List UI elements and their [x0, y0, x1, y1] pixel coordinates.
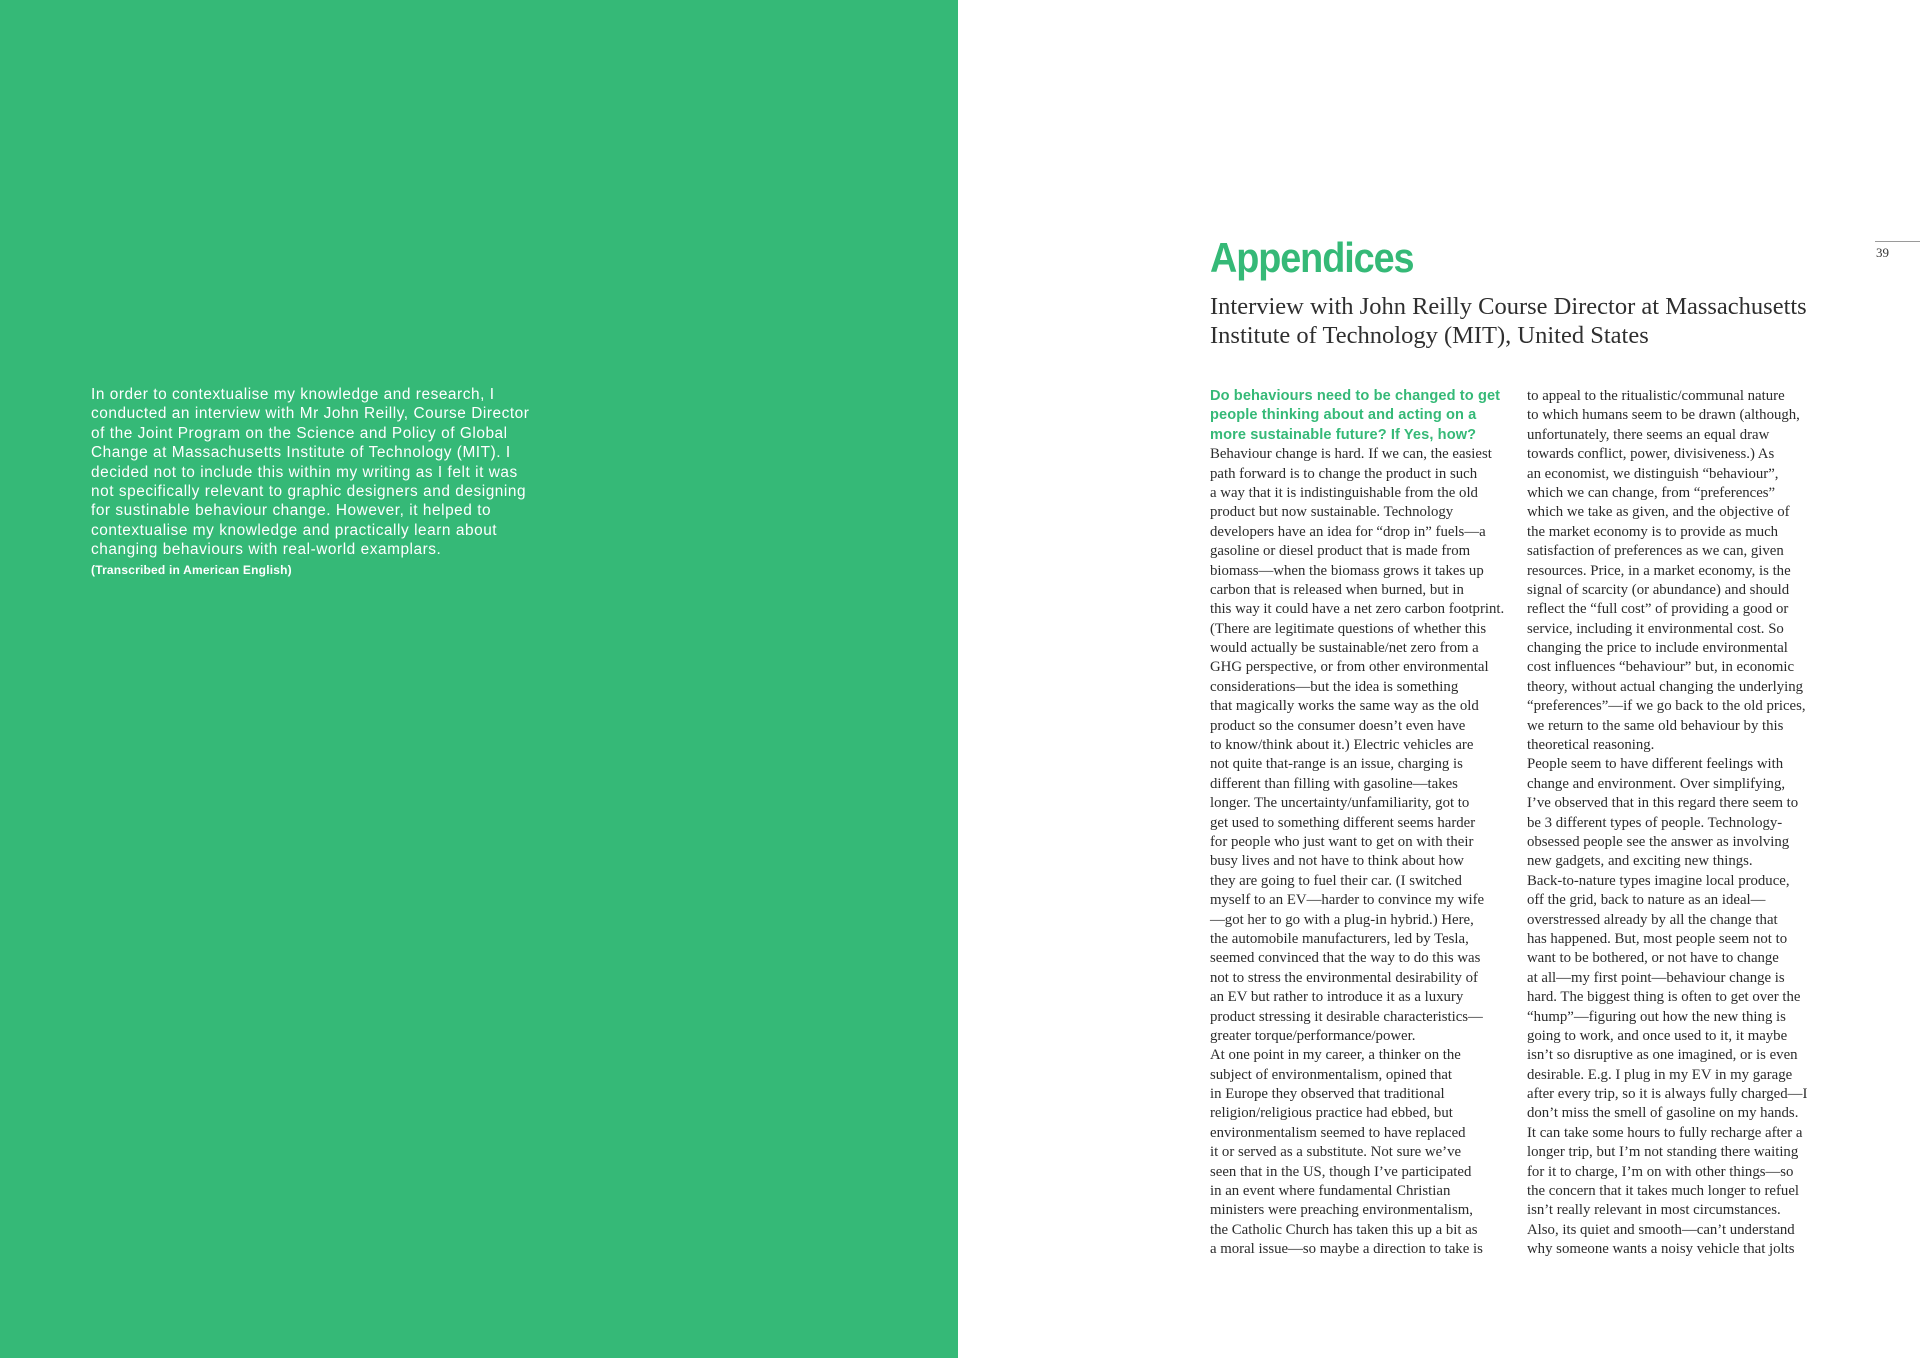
- body-line: carbon that is released when burned, but in: [1210, 581, 1464, 598]
- body-line: People seem to have different feelings with: [1527, 756, 1784, 773]
- question-line: more sustainable future? If Yes, how?: [1210, 426, 1477, 443]
- left-page-green-panel: [0, 0, 958, 1358]
- intro-line: Change at Massachusetts Institute of Technology (MIT). I: [91, 444, 511, 462]
- body-line: for it to charge, I’m on with other things—so: [1527, 1163, 1794, 1180]
- page-number: 39: [1876, 245, 1889, 260]
- body-line: a moral issue—so maybe a direction to take is: [1210, 1241, 1483, 1258]
- body-line: obsessed people see the answer as involving: [1527, 833, 1790, 850]
- body-line: longer trip, but I’m not standing there waiting: [1527, 1144, 1799, 1161]
- body-line: why someone wants a noisy vehicle that jolts: [1527, 1241, 1795, 1258]
- body-line: satisfaction of preferences as we can, given: [1527, 543, 1784, 560]
- body-line: greater torque/performance/power.: [1210, 1027, 1416, 1044]
- body-line: reflect the “full cost” of providing a good or: [1527, 601, 1789, 618]
- body-line: Also, its quiet and smooth—can’t understand: [1527, 1221, 1795, 1238]
- body-line: going to work, and once used to it, it maybe: [1527, 1027, 1788, 1044]
- body-line: “hump”—figuring out how the new thing is: [1527, 1008, 1786, 1025]
- body-line: desirable. E.g. I plug in my EV in my garage: [1527, 1066, 1793, 1083]
- body-line: isn’t so disruptive as one imagined, or is even: [1527, 1047, 1798, 1064]
- body-line: be 3 different types of people. Technology-: [1527, 814, 1783, 831]
- body-line: an EV but rather to introduce it as a luxury: [1210, 989, 1464, 1006]
- body-line: they are going to fuel their car. (I switched: [1210, 872, 1462, 889]
- body-line: considerations—but the idea is something: [1210, 678, 1459, 695]
- body-line: gasoline or diesel product that is made from: [1210, 543, 1471, 560]
- body-line: after every trip, so it is always fully charged—I: [1527, 1086, 1808, 1103]
- page-title: Appendices: [1210, 234, 1414, 281]
- body-line: off the grid, back to nature as an ideal—: [1527, 892, 1766, 909]
- question-line: Do behaviours need to be changed to get: [1210, 388, 1501, 404]
- body-line: the market economy is to provide as much: [1527, 523, 1779, 540]
- body-line: unfortunately, there seems an equal draw: [1527, 426, 1770, 443]
- intro-line: for sustinable behaviour change. However, it helped to: [91, 502, 492, 520]
- body-line: longer. The uncertainty/unfamiliarity, got to: [1210, 795, 1470, 812]
- body-line: new gadgets, and exciting new things.: [1527, 853, 1753, 870]
- body-line: Behaviour change is hard. If we can, the easiest: [1210, 446, 1492, 463]
- body-line: service, including it environmental cost. So: [1527, 620, 1784, 637]
- body-line: busy lives and not have to think about how: [1210, 853, 1464, 870]
- body-line: Back-to-nature types imagine local produce,: [1527, 872, 1790, 889]
- body-line: product stressing it desirable characteristics—: [1210, 1008, 1483, 1025]
- body-line: an economist, we distinguish “behaviour”,: [1527, 465, 1779, 482]
- body-line: seen that in the US, though I’ve participated: [1210, 1163, 1472, 1180]
- body-line: changing the price to include environmental: [1527, 640, 1788, 657]
- body-line: —got her to go with a plug-in hybrid.) Here,: [1210, 911, 1474, 928]
- body-line: theoretical reasoning.: [1527, 737, 1655, 754]
- body-line: has happened. But, most people seem not to: [1527, 930, 1788, 947]
- body-line: don’t miss the smell of gasoline on my hands.: [1527, 1105, 1799, 1122]
- text-column-right: [1527, 387, 1847, 1260]
- body-line: resources. Price, in a market economy, is the: [1527, 562, 1791, 579]
- body-line: GHG perspective, or from other environmental: [1210, 659, 1489, 676]
- intro-paragraph: [91, 385, 561, 560]
- body-line: which we can change, from “preferences”: [1527, 484, 1776, 501]
- body-line: subject of environmentalism, opined that: [1210, 1066, 1453, 1083]
- body-line: to which humans seem to be drawn (although,: [1527, 407, 1800, 424]
- subtitle-line: Interview with John Reilly Course Director at Massachusetts: [1210, 293, 1807, 320]
- interview-subtitle: [1210, 292, 1850, 350]
- body-line: this way it could have a net zero carbon footprint.: [1210, 601, 1505, 618]
- body-line: “preferences”—if we go back to the old prices,: [1527, 698, 1806, 715]
- body-line: It can take some hours to fully recharge after a: [1527, 1124, 1803, 1141]
- body-line: (There are legitimate questions of whether this: [1210, 620, 1487, 637]
- intro-line: conducted an interview with Mr John Reilly, Course Director: [91, 405, 530, 423]
- body-line: in an event where fundamental Christian: [1210, 1183, 1451, 1200]
- intro-line: not specifically relevant to graphic designers and designing: [91, 482, 527, 500]
- body-line: in Europe they observed that traditional: [1210, 1086, 1445, 1103]
- body-line: product so the consumer doesn’t even have: [1210, 717, 1466, 734]
- body-line: that magically works the same way as the old: [1210, 698, 1479, 715]
- body-line: the concern that it takes much longer to refuel: [1527, 1183, 1799, 1200]
- body-line: to appeal to the ritualistic/communal nature: [1527, 388, 1785, 404]
- body-line: a way that it is indistinguishable from the old: [1210, 484, 1478, 501]
- body-line: theory, without actual changing the underlying: [1527, 678, 1803, 695]
- body-line: towards conflict, power, divisiveness.) As: [1527, 446, 1775, 463]
- intro-line: decided not to include this within my writing as I felt it was: [91, 463, 518, 481]
- body-line: at all—my first point—behaviour change is: [1527, 969, 1785, 986]
- body-line: developers have an idea for “drop in” fuels—a: [1210, 523, 1486, 540]
- body-line: would actually be sustainable/net zero from a: [1210, 640, 1479, 657]
- body-line: get used to something different seems harder: [1210, 814, 1476, 831]
- body-line: product but now sustainable. Technology: [1210, 504, 1454, 521]
- page-number-rule: [1875, 241, 1920, 242]
- intro-line: of the Joint Program on the Science and Policy of Global: [91, 424, 508, 442]
- body-line: change and environment. Over simplifying,: [1527, 775, 1786, 792]
- body-line: hard. The biggest thing is often to get over the: [1527, 989, 1801, 1006]
- intro-line: In order to contextualise my knowledge and research, I: [91, 386, 495, 403]
- body-line: religion/religious practice had ebbed, but: [1210, 1105, 1453, 1122]
- body-line: signal of scarcity (or abundance) and should: [1527, 581, 1790, 598]
- body-line: to know/think about it.) Electric vehicles are: [1210, 737, 1474, 754]
- body-line: which we take as given, and the objective of: [1527, 504, 1790, 521]
- intro-line: contextualise my knowledge and practically learn about: [91, 521, 498, 539]
- body-line: At one point in my career, a thinker on the: [1210, 1047, 1461, 1064]
- body-line: overstressed already by all the change that: [1527, 911, 1778, 928]
- transcription-note: (Transcribed in American English): [91, 563, 292, 577]
- body-line: biomass—when the biomass grows it takes up: [1210, 562, 1484, 579]
- body-line: for people who just want to get on with their: [1210, 833, 1474, 850]
- body-line: the automobile manufacturers, led by Tesla,: [1210, 930, 1469, 947]
- intro-line: changing behaviours with real-world examplars.: [91, 541, 442, 559]
- subtitle-line: Institute of Technology (MIT), United States: [1210, 322, 1649, 349]
- body-line: it or served as a substitute. Not sure we’ve: [1210, 1144, 1462, 1161]
- body-line: not quite that-range is an issue, charging is: [1210, 756, 1463, 773]
- body-line: isn’t really relevant in most circumstances.: [1527, 1202, 1781, 1219]
- body-line: ministers were preaching environmentalism,: [1210, 1202, 1473, 1219]
- body-line: seemed convinced that the way to do this was: [1210, 950, 1481, 967]
- body-line: myself to an EV—harder to convince my wife: [1210, 892, 1485, 909]
- body-line: environmentalism seemed to have replaced: [1210, 1124, 1466, 1141]
- body-line: the Catholic Church has taken this up a bit as: [1210, 1221, 1478, 1238]
- question-line: people thinking about and acting on a: [1210, 407, 1477, 424]
- body-line: cost influences “behaviour” but, in economic: [1527, 659, 1795, 676]
- body-line: not to stress the environmental desirability of: [1210, 969, 1478, 986]
- text-column-left: [1210, 387, 1510, 1260]
- body-line: want to be bothered, or not have to change: [1527, 950, 1779, 967]
- body-line: I’ve observed that in this regard there seem to: [1527, 795, 1799, 812]
- body-line: path forward is to change the product in such: [1210, 465, 1478, 482]
- body-line: we return to the same old behaviour by this: [1527, 717, 1784, 734]
- body-line: different than filling with gasoline—takes: [1210, 775, 1458, 792]
